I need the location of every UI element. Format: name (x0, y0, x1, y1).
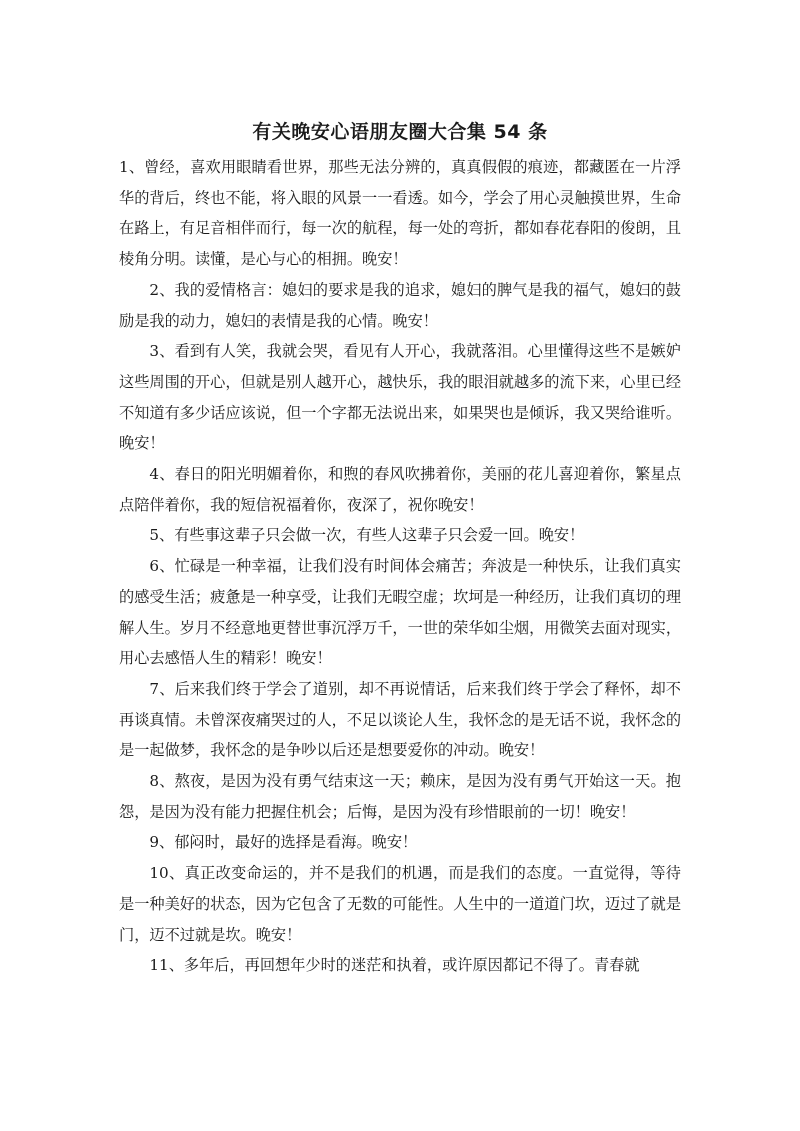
paragraph-3: 3、看到有人笑，我就会哭，看见有人开心，我就落泪。心里懂得这些不是嫉妒这些周围的开心，但就是别人越开心，越快乐，我的眼泪就越多的流下来，心里已经不知道有多少话应该说，但一个字都无法说出来，如果哭也是倾诉，我又哭给谁听。晚安！ (119, 342, 681, 453)
paragraph-7: 7、后来我们终于学会了道别，却不再说情话，后来我们终于学会了释怀，却不再谈真情。未曾深夜痛哭过的人，不足以谈论人生，我怀念的是无话不说，我怀念的是一起做梦，我怀念的是争吵以后还是想要爱你的冲动。晚安！ (119, 679, 681, 760)
document-title: 有关晚安心语朋友圈大合集 54 条 (252, 121, 548, 143)
paragraph-9: 9、郁闷时，最好的选择是看海。晚安！ (149, 833, 418, 852)
paragraph-5: 5、有些事这辈子只会做一次，有些人这辈子只会爱一回。晚安！ (149, 526, 585, 545)
paragraph-11: 11、多年后，再回想年少时的迷茫和执着，或许原因都记不得了。青春就 (149, 956, 640, 975)
paragraph-1: 1、曾经，喜欢用眼睛看世界，那些无法分辨的，真真假假的痕迹，都藏匿在一片浮华的背后，终也不能，将入眼的风景一一看透。如今，学会了用心灵触摸世界，生命在路上，有足音相伴而行，每一次的航程，每一处的弯折，都如春花春阳的俊朗，且棱角分明。读懂，是心与心的相拥。晚安！ (119, 158, 681, 269)
paragraph-10: 10、真正改变命运的，并不是我们的机遇，而是我们的态度。一直觉得，等待是一种美好的状态，因为它包含了无数的可能性。人生中的一道道门坎，迈过了就是门，迈不过就是坎。晚安！ (119, 864, 681, 944)
paragraph-6: 6、忙碌是一种幸福，让我们没有时间体会痛苦；奔波是一种快乐，让我们真实的感受生活；疲惫是一种享受，让我们无暇空虚；坎坷是一种经历，让我们真切的理解人生。岁月不经意地更替世事沉浮万千，一世的荣华如尘烟，用微笑去面对现实，用心去感悟人生的精彩！晚安！ (119, 557, 681, 668)
document-page (119, 118, 681, 981)
paragraph-8: 8、熬夜，是因为没有勇气结束这一天；赖床，是因为没有勇气开始这一天。抱怨，是因为没有能力把握住机会；后悔，是因为没有珍惜眼前的一切！晚安！ (119, 772, 681, 821)
paragraph-4: 4、春日的阳光明媚着你，和煦的春风吹拂着你，美丽的花儿喜迎着你，繁星点点陪伴着你，我的短信祝福着你，夜深了，祝你晚安！ (119, 465, 681, 514)
paragraph-2: 2、我的爱情格言：媳妇的要求是我的追求，媳妇的脾气是我的福气，媳妇的鼓励是我的动力，媳妇的表情是我的心情。晚安！ (119, 280, 681, 330)
